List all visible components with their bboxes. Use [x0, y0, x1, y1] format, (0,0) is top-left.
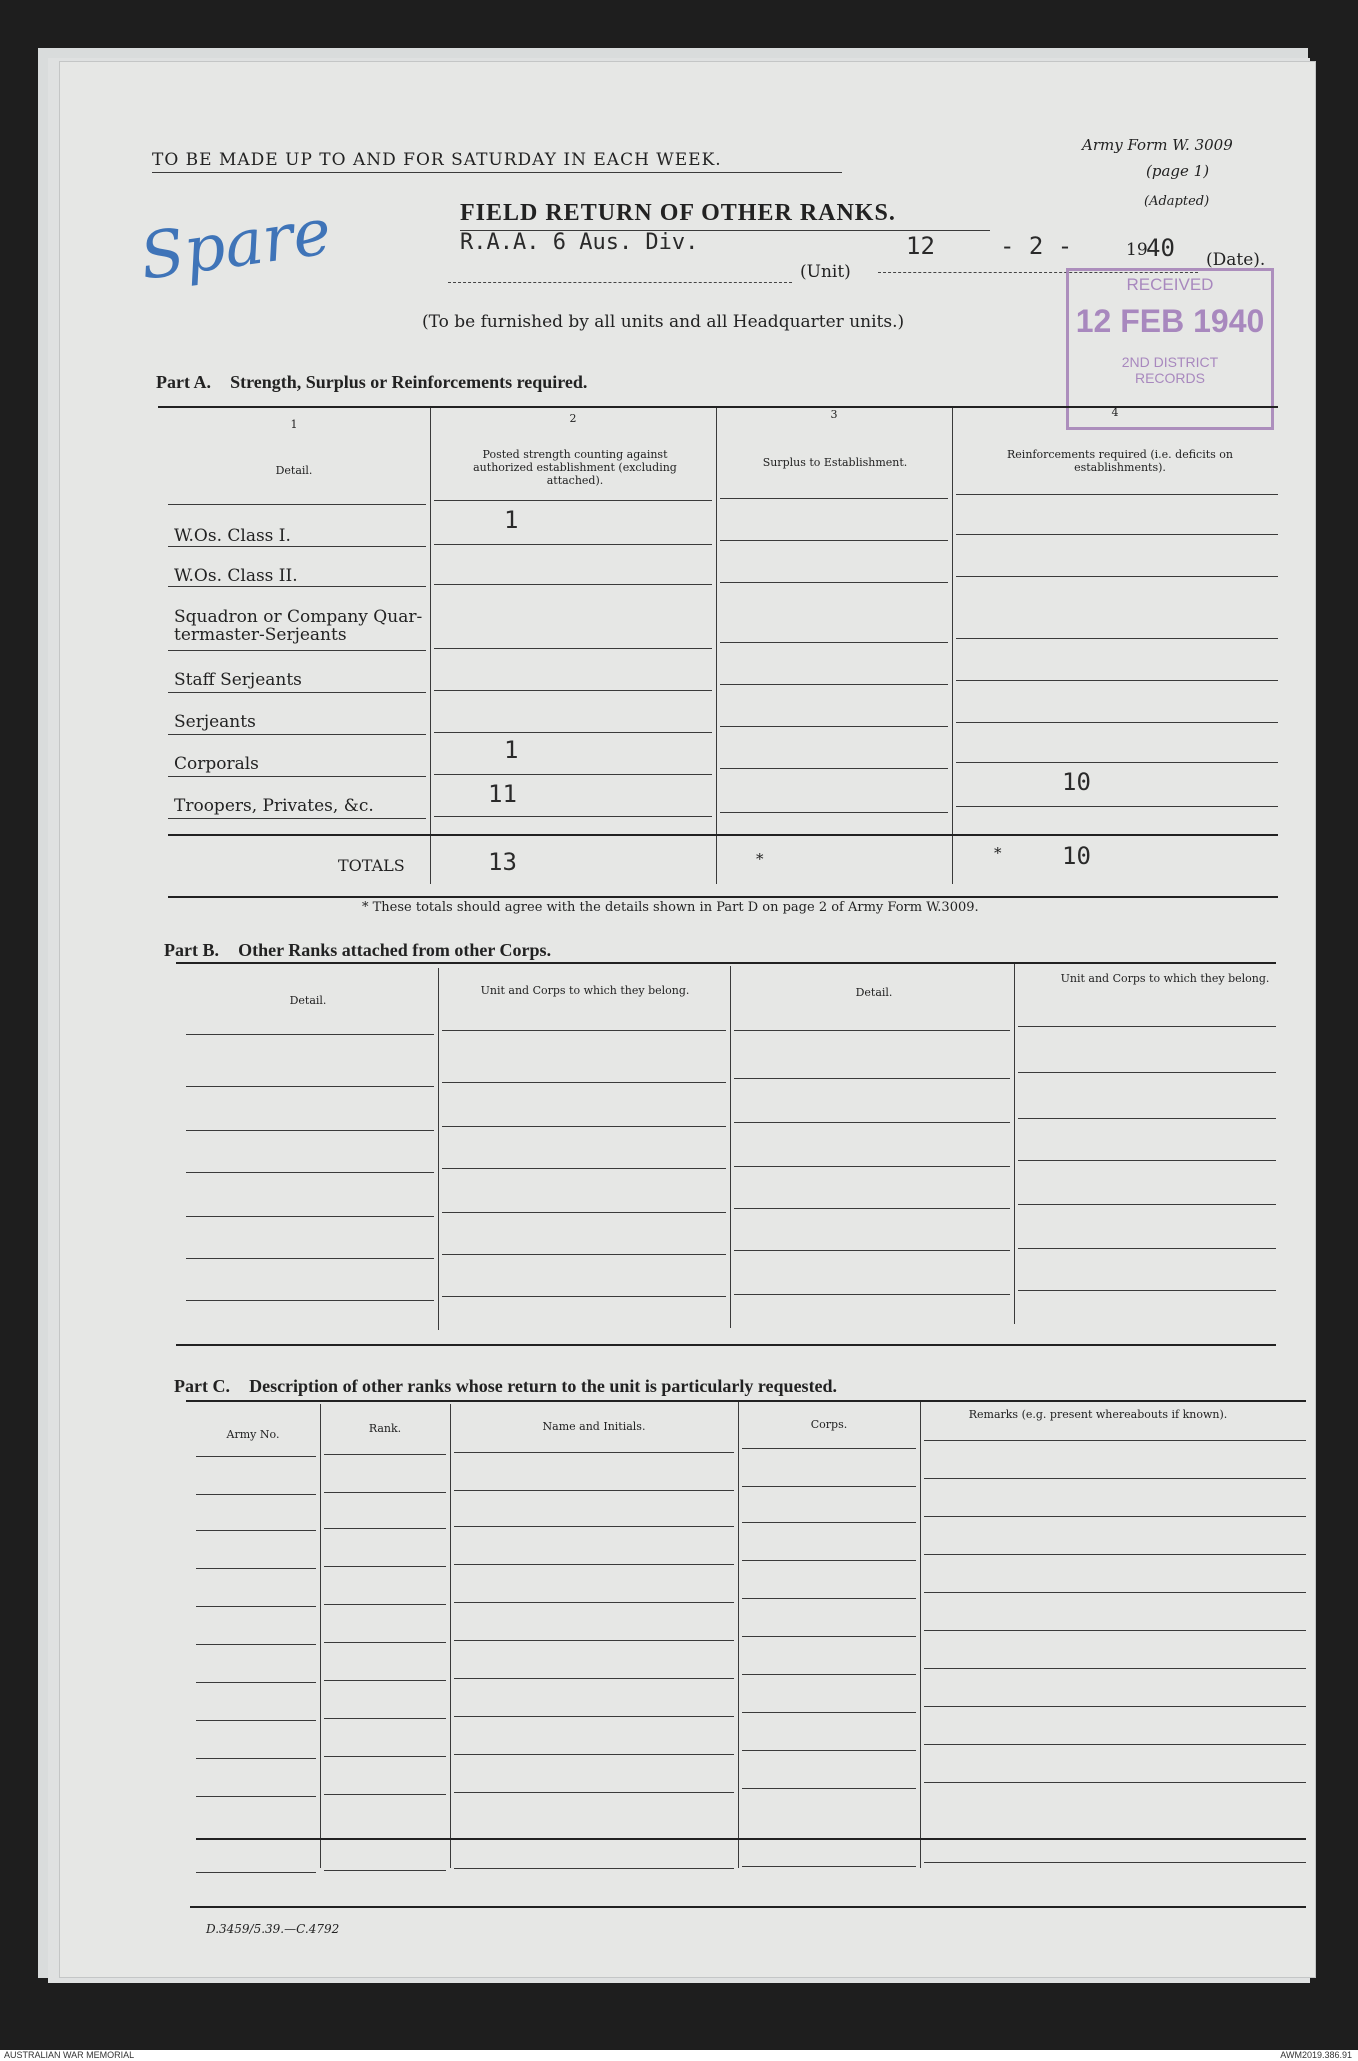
totals-reinf-star: * — [994, 844, 1002, 862]
page-number: (page 1) — [1146, 162, 1210, 180]
row-label-corporals: Corporals — [174, 754, 259, 774]
unit-value: R.A.A. 6 Aus. Div. — [460, 230, 699, 255]
part-b-heading — [164, 940, 551, 961]
row-label-cqms: Squadron or Company Quar-termaster-Serjeants — [174, 607, 423, 645]
part-b-subtitle: Other Ranks attached from other Corps. — [238, 940, 552, 960]
posted-corporals: 1 — [504, 736, 519, 764]
col-header-surplus: Surplus to Establishment. — [762, 456, 908, 469]
row-label-serjeants: Serjeants — [174, 712, 256, 732]
part-b-title: Part B. — [164, 940, 219, 960]
col-header-reinf: Reinforcements required (i.e. deficits on establishments). — [1007, 448, 1233, 474]
part-c-title: Part C. — [174, 1376, 230, 1396]
row-label-wo2: W.Os. Class II. — [174, 566, 298, 586]
posted-wo1: 1 — [504, 506, 519, 534]
date-day: 12 — [906, 232, 935, 260]
instruction-text: TO BE MADE UP TO AND FOR SATURDAY IN EACH WEEK. — [152, 150, 722, 170]
totals-label: TOTALS — [338, 856, 405, 875]
stamp-received: RECEIVED — [1126, 275, 1214, 294]
part-b-col-unit-2: Unit and Corps to which they belong. — [1060, 972, 1270, 985]
reinf-troopers: 10 — [1062, 768, 1091, 796]
stamp-records: RECORDS — [1134, 370, 1205, 386]
part-b-col-detail-1: Detail. — [289, 994, 327, 1007]
totals-posted: 13 — [488, 848, 517, 876]
row-label-troopers: Troopers, Privates, &c. — [174, 796, 374, 816]
part-a-title: Part A. — [156, 372, 211, 392]
footer-source: AUSTRALIAN WAR MEMORIAL — [4, 2050, 135, 2060]
date-label: (Date). — [1206, 250, 1266, 270]
furnished-note: (To be furnished by all units and all Headquarter units.) — [422, 312, 905, 332]
print-code: D.3459/5.39.—C.4792 — [206, 1922, 340, 1936]
footer-accession: AWM2019.386.91 — [1280, 2050, 1352, 2060]
part-c-col-remarks: Remarks (e.g. present whereabouts if known). — [968, 1408, 1228, 1421]
totals-reinf: 10 — [1062, 842, 1091, 870]
col-number-4: 4 — [1111, 406, 1119, 419]
part-a-heading — [156, 372, 587, 393]
date-year-prefix: 19 — [1126, 240, 1148, 260]
col-number-2: 2 — [569, 412, 577, 425]
page-title: FIELD RETURN OF OTHER RANKS. — [460, 200, 896, 226]
stamp-district: 2ND DISTRICT — [1121, 354, 1219, 370]
part-c-col-army-no: Army No. — [226, 1428, 280, 1441]
part-a-footnote: * These totals should agree with the details shown in Part D on page 2 of Army Form W.3009. — [362, 900, 979, 915]
part-c-subtitle: Description of other ranks whose return to the unit is particularly requested. — [249, 1376, 838, 1396]
col-number-1: 1 — [290, 418, 298, 431]
handwritten-spare: Spare — [135, 195, 336, 295]
part-c-heading — [174, 1376, 837, 1397]
part-c-col-name: Name and Initials. — [542, 1420, 646, 1433]
stamp-date: 12 FEB 1940 — [1075, 303, 1265, 339]
adapted-label: (Adapted) — [1144, 194, 1210, 209]
row-label-staff-serjeants: Staff Serjeants — [174, 670, 302, 690]
unit-label: (Unit) — [800, 262, 851, 282]
posted-troopers: 11 — [488, 780, 517, 808]
form-number: Army Form W. 3009 — [1082, 136, 1233, 154]
footer-bar — [0, 2050, 1358, 2061]
totals-surplus: * — [756, 850, 764, 868]
date-year: 40 — [1146, 234, 1175, 262]
part-b-col-detail-2: Detail. — [855, 986, 893, 999]
part-c-col-corps: Corps. — [810, 1418, 848, 1431]
col-number-3: 3 — [830, 408, 838, 421]
col-header-detail: Detail. — [275, 464, 313, 477]
date-month: - 2 - — [1000, 232, 1073, 260]
part-a-subtitle: Strength, Surplus or Reinforcements required. — [230, 372, 588, 392]
row-label-wo1: W.Os. Class I. — [174, 526, 291, 546]
part-b-col-unit-1: Unit and Corps to which they belong. — [480, 984, 690, 997]
col-header-posted: Posted strength counting against authorized establishment (excluding attached). — [473, 448, 677, 487]
part-c-col-rank: Rank. — [368, 1422, 402, 1435]
